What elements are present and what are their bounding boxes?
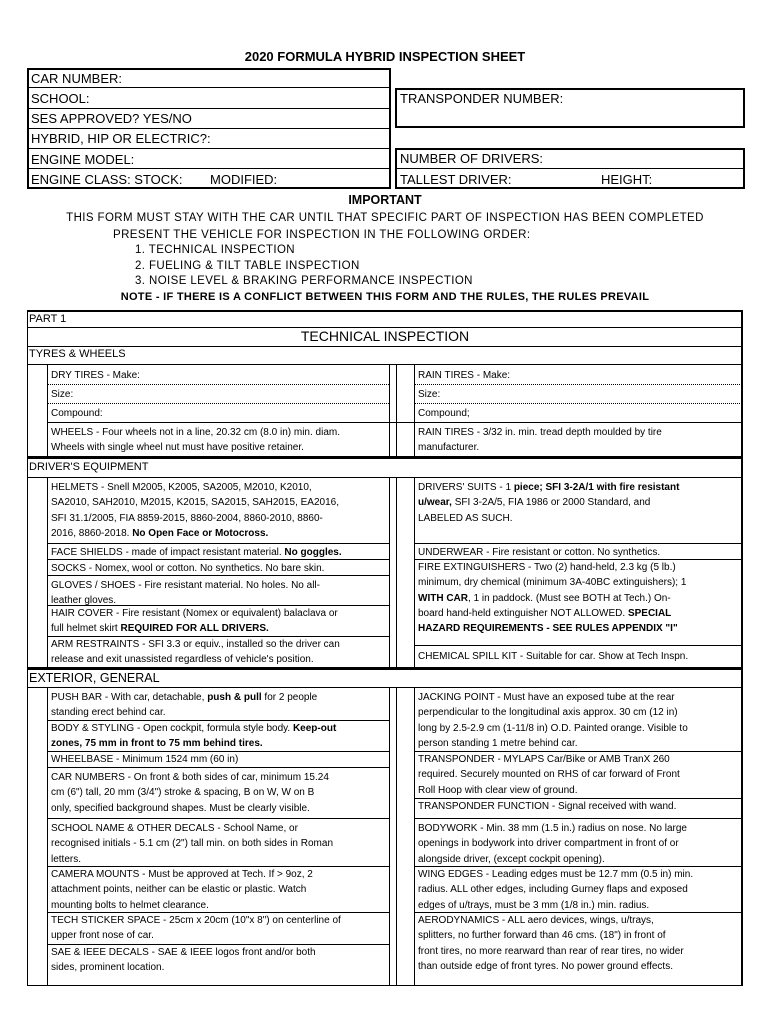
car-numbers-item: CAR NUMBERS - On front & both sides of car, minimum 15.24 cm (6") tall, 20 mm (3/4") stroke & spacing, B on W, W on B only, specified background shapes. Must be clearly visible.: [51, 772, 329, 814]
hybrid-type-field[interactable]: HYBRID, HIP OR ELECTRIC?:: [31, 131, 211, 146]
chemical-spill-kit-item: CHEMICAL SPILL KIT - Suitable for car. Show at Tech Inspn.: [418, 651, 689, 662]
hair-cover-item: HAIR COVER - Fire resistant (Nomex or equivalent) balaclava or full helmet skirt REQUIRED FOR ALL DRIVERS.: [51, 608, 338, 635]
wing-edges-item: WING EDGES - Leading edges must be 12.7 mm (0.5 in) min. radius. ALL other edges, including Gurney flaps and exposed edges of u/trays, must be 3 mm (1/8 in.) min. radius.: [418, 869, 694, 911]
step-2: 2. FUELING & TILT TABLE INSPECTION: [135, 260, 360, 272]
fire-extinguishers-item: FIRE EXTINGUISHERS - Two (2) hand-held, 2.3 kg (5 lb.) minimum, dry chemical (minimum 3A-40BC extinguishers); 1 WITH CAR, 1 in paddock. (Must see BOTH at Tech.) On- board hand-held extinguisher NOT ALLOWED. SPECIAL HAZARD REQUIREMENTS - SEE RULES APPENDIX "I": [418, 562, 687, 635]
engine-class-field[interactable]: ENGINE CLASS: STOCK:: [31, 172, 183, 187]
helmets-item: HELMETS - Snell M2005, K2005, SA2005, M2010, K2010, SA2010, SAH2010, M2015, K2015, SA2015, SAH2015, EA2016, SFI 31.1/2005, FIA 8859-2015, 8860-2004, 8860-2010, 8860- 2016, 8860-2018. No Open Face or Motocross.: [51, 482, 339, 539]
dry-tires-make[interactable]: DRY TIRES - Make:: [51, 370, 140, 381]
face-shields-item: FACE SHIELDS - made of impact resistant material. No goggles.: [51, 547, 342, 558]
important-line-2: PRESENT THE VEHICLE FOR INSPECTION IN THE FOLLOWING ORDER:: [113, 229, 531, 241]
transponder-number-field[interactable]: TRANSPONDER NUMBER:: [400, 91, 564, 106]
rain-tires-size[interactable]: Size:: [418, 389, 441, 400]
tallest-driver-field[interactable]: TALLEST DRIVER:: [400, 172, 512, 187]
school-field[interactable]: SCHOOL:: [31, 91, 90, 106]
important-line-1: THIS FORM MUST STAY WITH THE CAR UNTIL THAT SPECIFIC PART OF INSPECTION HAS BEEN COMPLETED: [66, 212, 704, 224]
step-1: 1. TECHNICAL INSPECTION: [135, 244, 296, 256]
gloves-item: GLOVES / SHOES - Fire resistant material. No holes. No all- leather gloves.: [51, 580, 320, 605]
tech-sticker-space-item: TECH STICKER SPACE - 25cm x 20cm (10"x 8") on centerline of upper front nose of car.: [51, 915, 341, 942]
rain-tires-compound[interactable]: Compound;: [418, 408, 470, 419]
number-of-drivers-field[interactable]: NUMBER OF DRIVERS:: [400, 151, 544, 166]
engine-model-field[interactable]: ENGINE MODEL:: [31, 152, 135, 167]
part-label: PART 1: [29, 313, 67, 325]
rain-tires-make[interactable]: RAIN TIRES - Make:: [418, 370, 511, 381]
step-3: 3. NOISE LEVEL & BRAKING PERFORMANCE INSPECTION: [135, 275, 473, 287]
underwear-item: UNDERWEAR - Fire resistant or cotton. No synthetics.: [418, 547, 661, 558]
aerodynamics-item: AERODYNAMICS - ALL aero devices, wings, u/trays, splitters, no further forward than 46 cms. (18") in front of front tires, no more rearward than rear of rear tires, no wider than outside edge of front tyres. No power ground effects.: [418, 915, 684, 972]
height-field[interactable]: HEIGHT:: [601, 172, 653, 187]
arm-restraints-item: ARM RESTRAINTS - SFI 3.3 or equiv., installed so the driver can release and exit unassisted regardless of vehicle's position.: [51, 639, 340, 666]
section-title: TECHNICAL INSPECTION: [300, 328, 470, 344]
transponder-function-item: TRANSPONDER FUNCTION - Signal received with wand.: [418, 801, 677, 812]
push-bar-item: PUSH BAR - With car, detachable, push & pull for 2 people standing erect behind car.: [51, 692, 318, 719]
car-number-field[interactable]: CAR NUMBER:: [31, 71, 123, 86]
tyres-heading: TYRES & WHEELS: [29, 348, 126, 360]
drivers-suits-item: DRIVERS' SUITS - 1 piece; SFI 3-2A/1 with fire resistant u/wear, SFI 3-2A/5, FIA 1986 or 2000 Standard, and LABELED AS SUCH.: [418, 482, 680, 524]
ses-approved-field[interactable]: SES APPROVED? YES/NO: [31, 111, 192, 126]
camera-mounts-item: CAMERA MOUNTS - Must be approved at Tech. If > 9oz, 2 attachment points, neither can be elastic or plastic. Watch mounting bolts to helmet clearance.: [51, 869, 313, 911]
transponder-item: TRANSPONDER - MYLAPS Car/Bike or AMB TranX 260 required. Securely mounted on RHS of car forward of Front Roll Hoop with clear view of ground.: [418, 754, 680, 796]
sae-ieee-decals-item: SAE & IEEE DECALS - SAE & IEEE logos front and/or both sides, prominent location.: [51, 947, 316, 974]
school-name-decals-item: SCHOOL NAME & OTHER DECALS - School Name, or recognised initials - 5.1 cm (2") tall min. on both sides in Roman letters.: [51, 823, 334, 865]
exterior-heading: EXTERIOR, GENERAL: [29, 671, 160, 685]
rain-tread-item: RAIN TIRES - 3/32 in. min. tread depth moulded by tire manufacturer.: [418, 427, 662, 454]
bodywork-item: BODYWORK - Min. 38 mm (1.5 in.) radius on nose. No large openings in bodywork into driver compartment in front of or alongside driver, (except cockpit opening).: [418, 823, 687, 865]
wheels-item: WHEELS - Four wheels not in a line, 20.32 cm (8.0 in) min. diam. Wheels with single wheel nut must have positive retainer.: [51, 427, 341, 454]
jacking-point-item: JACKING POINT - Must have an exposed tube at the rear perpendicular to the longitudinal axis approx. 30 cm (12 in) long by 2.5-2.9 cm (1-11/8 in) O.D. Painted orange. Visible to person standing 1 metre behind car.: [418, 692, 688, 749]
dry-tires-size[interactable]: Size:: [51, 389, 74, 400]
modified-field[interactable]: MODIFIED:: [210, 172, 278, 187]
dry-tires-compound[interactable]: Compound:: [51, 408, 103, 419]
wheelbase-item: WHEELBASE - Minimum 1524 mm (60 in): [51, 754, 239, 765]
drivers-equipment-heading: DRIVER'S EQUIPMENT: [29, 461, 149, 473]
body-styling-item: BODY & STYLING - Open cockpit, formula style body. Keep-out zones, 75 mm in front to 75 mm behind tires.: [51, 723, 337, 750]
rules-note: NOTE - IF THERE IS A CONFLICT BETWEEN THIS FORM AND THE RULES, THE RULES PREVAIL: [120, 291, 650, 303]
page-title: 2020 FORMULA HYBRID INSPECTION SHEET: [244, 49, 526, 64]
important-heading: IMPORTANT: [348, 193, 422, 207]
socks-item: SOCKS - Nomex, wool or cotton. No synthetics. No bare skin.: [51, 563, 325, 574]
